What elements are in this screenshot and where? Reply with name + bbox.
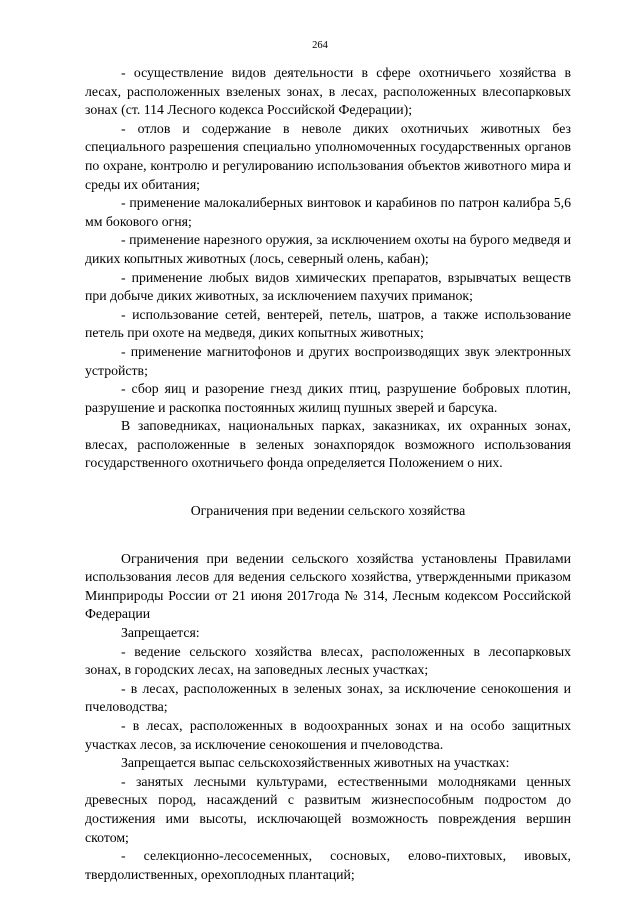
paragraph: - использование сетей, вентерей, петель, шатров, а также использование петель при охоте на медведя, диких копытных животных; [85,306,571,341]
paragraph: - осуществление видов деятельности в сфере охотничьего хозяйства в лесах, расположенных взеленых зонах, в лесах, расположенных влесопарковых зонах (ст. 114 Лесного кодекса Российской Федерации); [85,65,571,118]
spacer [85,473,571,502]
page-number: 264 [312,40,328,51]
section-heading: Ограничения при ведении сельского хозяйства [190,503,466,519]
paragraph: - применение малокалиберных винтовок и карабинов по патрон калибра 5,6 мм бокового огня; [85,195,571,229]
paragraph: - ведение сельского хозяйства влесах, расположенных в лесопарковых зонах, в городских лесах, на заповедных лесных участках; [85,643,571,678]
paragraph: - отлов и содержание в неволе диких охотничьих животных без специального разрешения специально уполномоченных государственных органов по охране, контролю и регулированию использования объектов животного мира и среды их обитания; [85,120,571,192]
paragraph: - применение магнитофонов и других воспроизводящих звук электронных устройств; [85,343,571,378]
paragraph: - в лесах, расположенных в водоохранных зонах и на особо защитных участках лесов, за исключение сенокошения и пчеловодства. [85,718,571,752]
paragraph: - в лесах, расположенных в зеленых зонах, за исключение сенокошения и пчеловодства; [85,680,571,715]
paragraph: Ограничения при ведении сельского хозяйства установлены Правилами использования лесов для ведения сельского хозяйства, утвержденными приказом Минприроды России от 21 июня 2017года № 314, Лесным кодексом Российской Федерации [85,550,571,622]
paragraph: В заповедниках, национальных парках, заказниках, их охранных зонах, влесах, расположенные в зеленых зонахпорядок возможного использования государственного охотничьего фонда определяется Положением о них. [85,418,571,471]
paragraph: - сбор яиц и разорение гнезд диких птиц, разрушение бобровых плотин, разрушение и раскопка постоянных жилищ пушных зверей и барсука. [85,381,571,415]
paragraph: - применение любых видов химических препаратов, взрывчатых веществ при добыче диких животных, за исключением пахучих приманок; [85,269,571,304]
paragraph: - селекционно-лесосеменных, сосновых, елово-пихтовых, ивовых, твердолиственных, орехоплодных плантаций; [85,848,571,882]
page-body [85,64,571,884]
paragraph: - применение нарезного оружия, за исключением охоты на бурого медведя и диких копытных животных (лось, северный олень, кабан); [85,232,571,266]
spacer [85,521,571,550]
paragraph: Запрещается: [121,625,200,641]
paragraph: - занятых лесными культурами, естественными молодняками ценных древесных пород, насаждений с развитым жизнеспособным подростом до достижения ими высоты, исключающей возможность повреждения вершин скотом; [85,773,571,845]
paragraph: Запрещается выпас сельскохозяйственных животных на участках: [121,755,510,771]
